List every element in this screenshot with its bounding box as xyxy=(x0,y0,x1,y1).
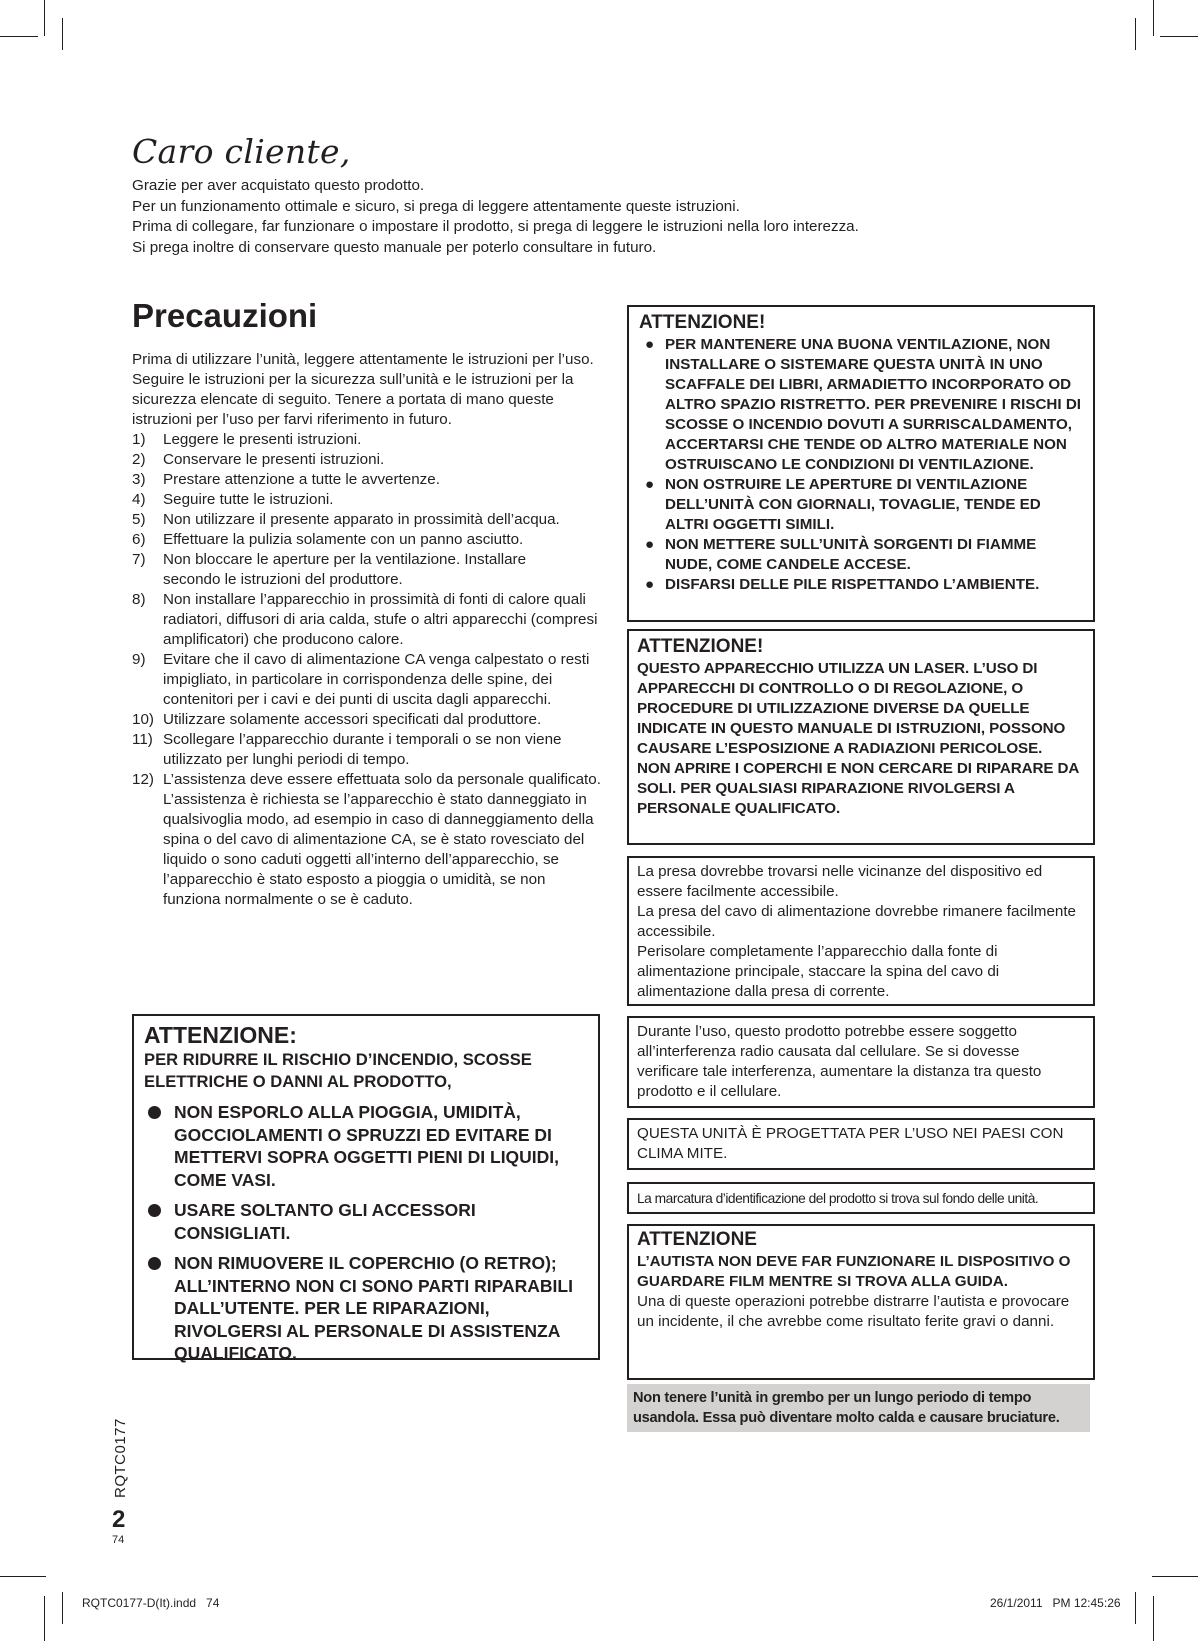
greeting-title: Caro cliente, xyxy=(132,132,351,171)
laser-warning-text-2: NON APRIRE I COPERCHI E NON CERCARE DI RIPARARE DA SOLI. PER QUALSIASI RIPARAZIONE RIVOLGERSI A PERSONALE QUALIFICATO. xyxy=(637,760,1079,817)
list-item: 6) Effettuare la pulizia solamente con un panno asciutto. xyxy=(132,531,524,548)
climate-info-box xyxy=(627,1118,1095,1170)
footer-file: RQTC0177-D(It).indd 74 xyxy=(82,1596,220,1610)
crop-mark xyxy=(62,18,63,50)
greeting-line: Si prega inoltre di conservare questo manuale per poterlo consultare in futuro. xyxy=(132,238,657,256)
bullet-icon xyxy=(148,1204,161,1217)
bullet-icon: ● xyxy=(645,536,655,553)
model-code: RQTC0177 xyxy=(112,1418,129,1498)
crop-mark xyxy=(1135,18,1136,50)
greeting-text xyxy=(132,176,1032,258)
section-title: Precauzioni xyxy=(132,297,318,334)
precautions-intro: Prima di utilizzare l’unità, leggere attentamente le istruzioni per l’uso. Seguire le istruzioni per la sicurezza sull’unità e le istruzioni per la sicurezza elencate di seguito. Tenere a portata di mano queste istruzioni per l’uso per farvi riferimento in futuro. xyxy=(132,351,594,428)
heat-warning-note: Non tenere l’unità in grembo per un lungo periodo di tempo usandola. Essa può diventare molto calda e causare bruciature. xyxy=(627,1384,1090,1432)
list-item: 9) Evitare che il cavo di alimentazione CA venga calpestato o resti impigliato, in particolare in corrispondenza delle spine, dei contenitori per i cavi e dei punti di uscita dagli apparecchi. xyxy=(132,651,590,708)
precautions-section xyxy=(132,296,602,910)
info-text: La presa del cavo di alimentazione dovrebbe rimanere facilmente accessibile. xyxy=(637,903,1076,940)
warning-title: ATTENZIONE! xyxy=(639,312,766,333)
marking-info-box xyxy=(627,1182,1095,1214)
greeting-line: Prima di collegare, far funzionare o impostare il prodotto, si prega di leggere le istruzioni nella loro interezza. xyxy=(132,218,859,235)
driver-warning-text: L’AUTISTA NON DEVE FAR FUNZIONARE IL DISPOSITIVO O GUARDARE FILM MENTRE SI TROVA ALLA GUIDA. xyxy=(637,1253,1071,1290)
list-item: 11) Scollegare l’apparecchio durante i temporali o se non viene utilizzato per lunghi periodi di tempo. xyxy=(132,731,562,768)
warning-subtitle: PER RIDURRE IL RISCHIO D’INCENDIO, SCOSSE ELETTRICHE O DANNI AL PRODOTTO, xyxy=(144,1050,532,1091)
warning-bullet: NON RIMUOVERE IL COPERCHIO (O RETRO); ALL’INTERNO NON CI SONO PARTI RIPARABILI DALL’UTENTE. PER LE RIPARAZIONI, RIVOLGERSI AL PERSONALE DI ASSISTENZA QUALIFICATO. xyxy=(144,1252,590,1365)
list-item: 2) Conservare le presenti istruzioni. xyxy=(132,451,385,468)
crop-mark xyxy=(0,1576,46,1577)
interference-info-box xyxy=(627,1016,1095,1108)
crop-mark xyxy=(44,0,45,36)
list-item: 5) Non utilizzare il presente apparato in prossimità dell’acqua. xyxy=(132,511,560,528)
bullet-icon xyxy=(148,1106,161,1119)
list-item: 10) Utilizzare solamente accessori specificati dal produttore. xyxy=(132,711,542,728)
warning-bullet: NON ESPORLO ALLA PIOGGIA, UMIDITÀ, GOCCIOLAMENTI O SPRUZZI ED EVITARE DI METTERVI SOPRA OGGETTI PIENI DI LIQUIDI, COME VASI. xyxy=(144,1101,590,1191)
list-item: 12) L’assistenza deve essere effettuata solo da personale qualificato. L’assistenza è richiesta se l’apparecchio è stato danneggiato in qualsivoglia modo, ad esempio in caso di danneggiamento della spina o del cavo di alimentazione CA, se è stato rovesciato del liquido o sono caduti oggetti all’interno dell’apparecchio, se l’apparecchio è stato esposto a pioggia o umidità, se non funziona normalmente o se è caduto. xyxy=(132,771,601,908)
warning-title: ATTENZIONE: xyxy=(144,1022,297,1048)
info-text: Una di queste operazioni potrebbe distrarre l’autista e provocare un incidente, il che avrebbe come risultato ferite gravi o danni. xyxy=(637,1293,1070,1330)
crop-mark xyxy=(44,1596,45,1641)
greeting-line: Per un funzionamento ottimale e sicuro, si prega di leggere attentamente queste istruzioni. xyxy=(132,197,740,215)
list-item: 1) Leggere le presenti istruzioni. xyxy=(132,431,362,448)
warning-bullet: ● NON OSTRUIRE LE APERTURE DI VENTILAZIONE DELL’UNITÀ CON GIORNALI, TOVAGLIE, TENDE ED ALTRI OGGETTI SIMILI. xyxy=(645,476,1041,533)
bullet-icon: ● xyxy=(645,476,655,493)
driver-warning-box xyxy=(627,1224,1095,1380)
info-text: La marcatura d’identificazione del prodotto si trova sul fondo delle unità. xyxy=(637,1191,1039,1206)
list-item: 8) Non installare l’apparecchio in prossimità di fonti di calore quali radiatori, diffusori di aria calda, stufe o altri apparecchi (compresi amplificatori) che producono calore. xyxy=(132,591,598,648)
socket-info-box xyxy=(627,856,1095,1006)
page-sub-number: 74 xyxy=(112,1534,125,1546)
crop-mark xyxy=(1160,36,1198,37)
bullet-icon: ● xyxy=(645,576,655,593)
warning-box-laser xyxy=(627,629,1095,845)
warning-box-ventilation xyxy=(627,305,1095,622)
footer-date: 26/1/2011 PM 12:45:26 xyxy=(990,1596,1121,1610)
info-text: Durante l’uso, questo prodotto potrebbe essere soggetto all’interferenza radio causata dal cellulare. Se si dovesse verificare tale interferenza, aumentare la distanza tra questo prodotto e il cellulare. xyxy=(637,1023,1042,1100)
list-item: 7) Non bloccare le aperture per la ventilazione. Installare secondo le istruzioni del produttore. xyxy=(132,551,527,588)
list-item: 4) Seguire tutte le istruzioni. xyxy=(132,491,334,508)
warning-bullet: USARE SOLTANTO GLI ACCESSORI CONSIGLIATI. xyxy=(144,1199,590,1244)
bullet-icon xyxy=(148,1257,161,1270)
list-item: 3) Prestare attenzione a tutte le avvertenze. xyxy=(132,471,440,488)
laser-warning-text: QUESTO APPARECCHIO UTILIZZA UN LASER. L’USO DI APPARECCHI DI CONTROLLO O DI REGOLAZIONE, O PROCEDURE DI UTILIZZAZIONE DIVERSE DA QUELLE INDICATE IN QUESTO MANUALE DI ISTRUZIONI, POSSONO CAUSARE L’ESPOSIZIONE A RADIAZIONI PERICOLOSE. xyxy=(637,660,1066,757)
crop-mark xyxy=(1153,0,1154,36)
warning-box-fire xyxy=(132,1014,600,1363)
info-text: QUESTA UNITÀ È PROGETTATA PER L’USO NEI PAESI CON CLIMA MITE. xyxy=(637,1125,1064,1162)
precautions-list xyxy=(132,430,602,910)
warning-bullet: ● PER MANTENERE UNA BUONA VENTILAZIONE, NON INSTALLARE O SISTEMARE QUESTA UNITÀ IN UNO SCAFFALE DEI LIBRI, ARMADIETTO INCORPORATO OD ALTRO SPAZIO RISTRETTO. PER PREVENIRE I RISCHI DI SCOSSE O INCENDIO DOVUTI A SURRISCALDAMENTO, ACCERTARSI CHE TENDE OD ALTRO MATERIALE NON OSTRUISCANO LE CONDIZIONI DI VENTILAZIONE. xyxy=(645,336,1082,473)
warning-bullet: ● NON METTERE SULL’UNITÀ SORGENTI DI FIAMME NUDE, COME CANDELE ACCESE. xyxy=(645,536,1037,573)
warning-bullet: ● DISFARSI DELLE PILE RISPETTANDO L’AMBIENTE. xyxy=(645,576,1040,593)
page-number: 2 xyxy=(112,1506,126,1533)
warning-title: ATTENZIONE! xyxy=(637,636,764,657)
crop-mark xyxy=(1152,1576,1198,1577)
warning-title: ATTENZIONE xyxy=(637,1229,757,1250)
info-text: Perisolare completamente l’apparecchio dalla fonte di alimentazione principale, staccare la spina del cavo di alimentazione dalla presa di corrente. xyxy=(637,943,1000,1000)
info-text: La presa dovrebbe trovarsi nelle vicinanze del dispositivo ed essere facilmente accessibile. xyxy=(637,863,1043,900)
greeting-line: Grazie per aver acquistato questo prodotto. xyxy=(132,177,425,194)
crop-mark xyxy=(0,36,38,37)
crop-mark xyxy=(1153,1596,1154,1641)
crop-mark xyxy=(62,1592,63,1624)
crop-mark xyxy=(1135,1592,1136,1624)
bullet-icon: ● xyxy=(645,336,655,353)
